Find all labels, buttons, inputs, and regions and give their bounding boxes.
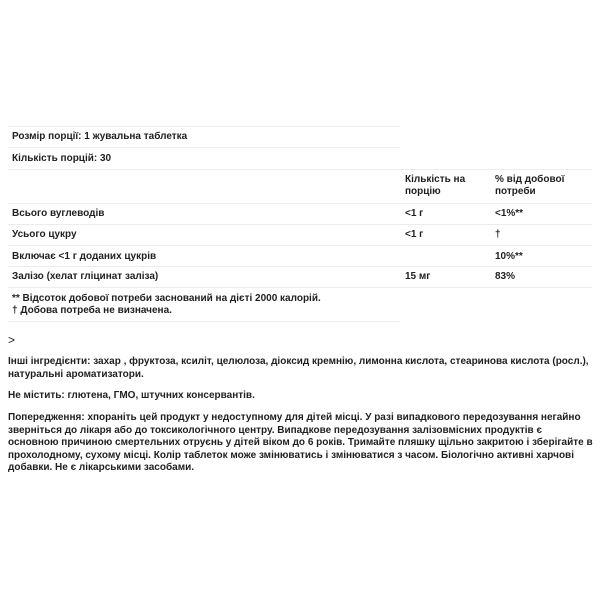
nutrient-name: Залізо (хелат гліцинат заліза) bbox=[12, 271, 159, 282]
warning-text: Попередження: хпораніть цей продукт у недоступному для дітей місці. У разі випадкового передозування негайно зверніться до лікаря або до токсикологічного центру. Випадкове передозування залізовмісних продуктів є основною причиною смертельних отруєнь у дітей віком до 6 років. Тримайте пляшку щільно закритою і зберігайте в прохолодному, сухому місці. Колір таблеток може змінюватись і змінюватися з часом. Біологічно активні харчові добавки. Не є лікарськими засобами. bbox=[8, 412, 593, 473]
free-from-statement: Не містить: глютена, ГМО, штучних консервантів. bbox=[8, 390, 255, 401]
dv-header-line1: % від добової bbox=[495, 174, 565, 185]
divider bbox=[8, 224, 592, 225]
amount-header-line1: Кількість на bbox=[405, 174, 466, 185]
divider bbox=[8, 245, 592, 246]
nutrient-dv: <1%** bbox=[495, 208, 524, 219]
serving-size: Розмір порції: 1 жувальна таблетка bbox=[12, 131, 188, 142]
other-ingredients: Інші інгредієнти: захар , фруктоза, ксиліт, целюлоза, діоксид кремнію, лимонна кислота, стеаринова кислота (росл.), натуральні ароматизатори. bbox=[8, 356, 589, 380]
divider bbox=[8, 321, 400, 322]
nutrient-dv: 83% bbox=[495, 271, 516, 282]
expand-toggle[interactable]: > bbox=[8, 333, 16, 347]
nutrient-amount: <1 г bbox=[405, 229, 424, 240]
nutrient-amount: 15 мг bbox=[405, 271, 431, 282]
divider bbox=[8, 147, 400, 148]
divider bbox=[8, 266, 592, 267]
nutrient-name: Включає <1 г доданих цукрів bbox=[12, 251, 157, 262]
divider bbox=[8, 169, 592, 170]
nutrient-dv: † bbox=[495, 229, 501, 240]
divider bbox=[8, 287, 592, 288]
dv-header-line2: потреби bbox=[495, 186, 536, 197]
servings-per-container: Кількість порцій: 30 bbox=[12, 153, 112, 164]
footnote-dv-not-established: † Добова потреба не визначена. bbox=[12, 305, 172, 316]
amount-header-line2: порцію bbox=[405, 186, 441, 197]
nutrient-dv: 10%** bbox=[495, 251, 523, 262]
nutrient-name: Всього вуглеводів bbox=[12, 208, 105, 219]
divider bbox=[8, 126, 400, 127]
nutrient-name: Усього цукру bbox=[12, 229, 77, 240]
divider bbox=[8, 203, 592, 204]
footnote-dv-basis: ** Відсоток добової потреби заснований на дієті 2000 калорій. bbox=[12, 293, 321, 304]
nutrient-amount: <1 г bbox=[405, 208, 424, 219]
